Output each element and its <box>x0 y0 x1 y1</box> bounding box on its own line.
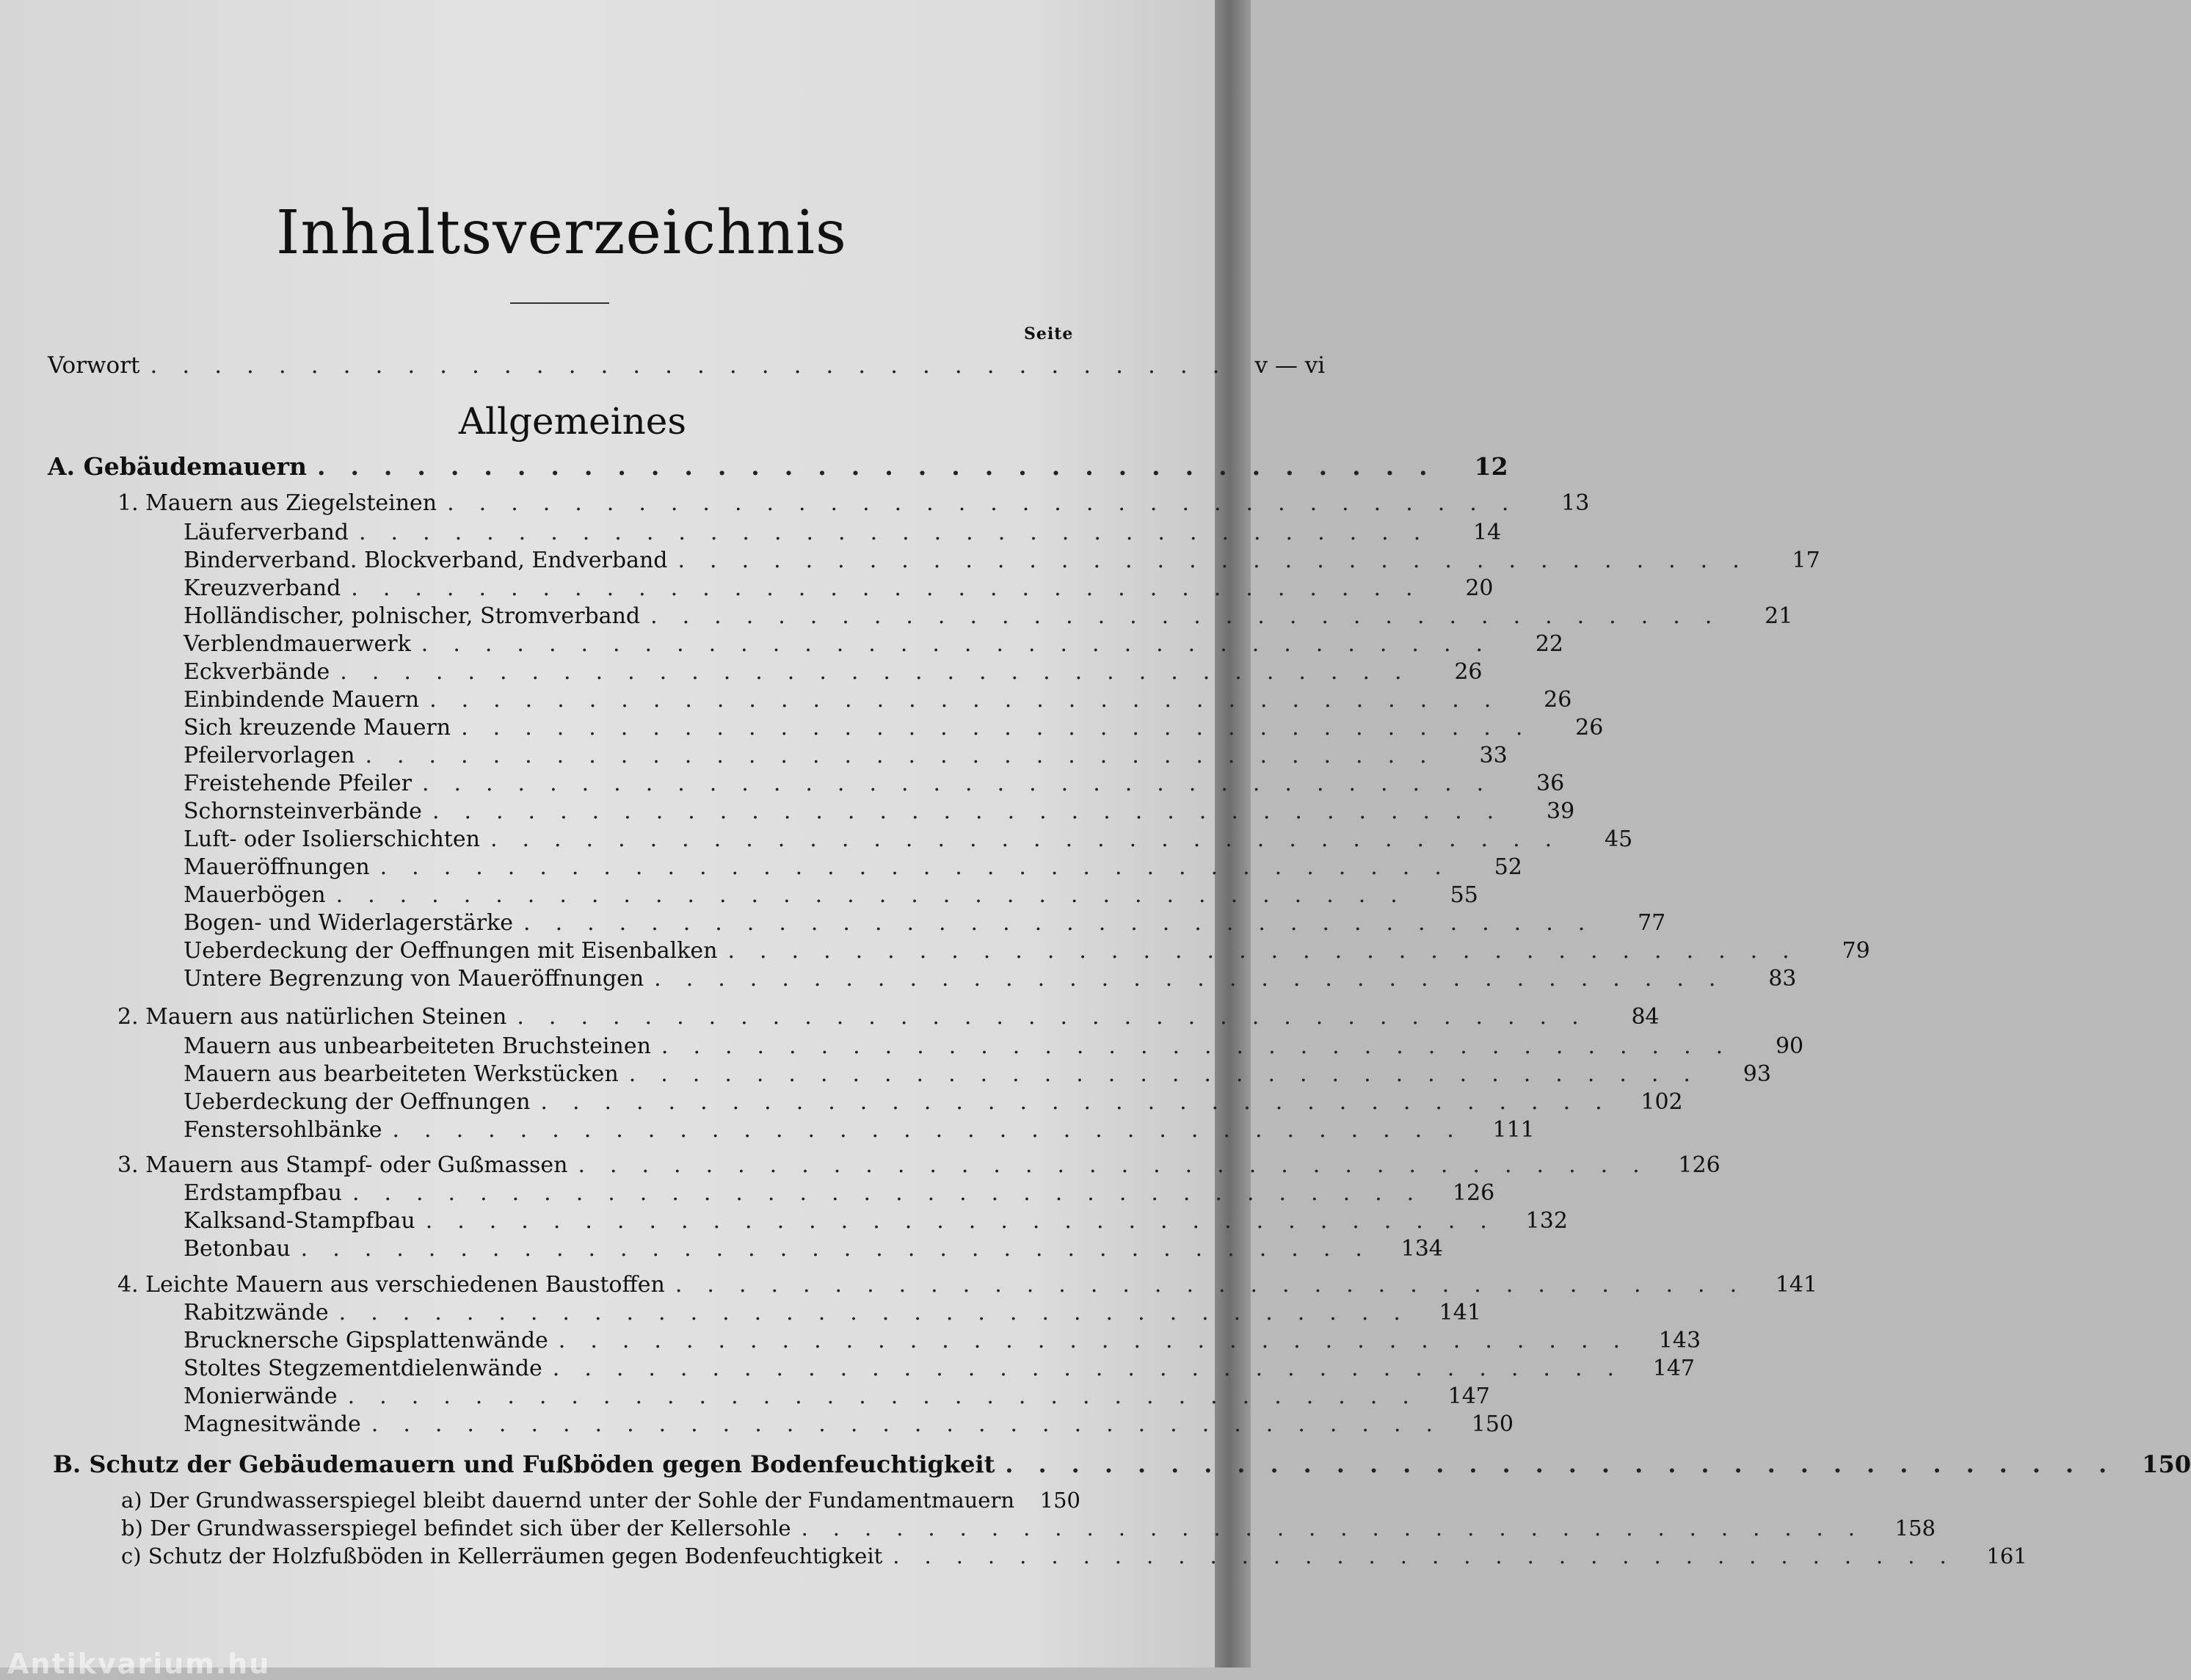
toc-entry <box>184 1178 1495 1207</box>
page-title: Inhaltsverzeichnis <box>275 198 848 268</box>
toc-entry <box>184 1326 1701 1355</box>
toc-entry-label: Kreuzverband <box>184 575 341 601</box>
leader-dots: .................................. <box>447 490 1534 516</box>
toc-entry-label: Kalksand-Stampfbau <box>184 1207 415 1234</box>
toc-entry <box>184 1031 1804 1061</box>
leader-dots: .................................. <box>540 1088 1627 1115</box>
toc-entry-label: 4. Leichte Mauern aus verschiedenen Baustoffen <box>117 1271 665 1298</box>
toc-entry-label: Läuferverband <box>184 519 349 545</box>
leader-dots: .................................. <box>432 798 1519 824</box>
toc-entry-label: Bogen- und Widerlagerstärke <box>184 909 514 936</box>
toc-entry-page: 36 <box>1536 770 1565 796</box>
leader-dots: .................................. <box>675 1271 1762 1298</box>
leader-dots: .................................. <box>347 1383 1434 1409</box>
leader-dots: .................................. <box>421 630 1508 657</box>
toc-entry <box>184 1115 1535 1144</box>
toc-entry-preface <box>48 351 1326 380</box>
leader-dots: .................................. <box>425 1207 1512 1234</box>
toc-chapter-b <box>53 1450 2191 1479</box>
leader-dots: .................................. <box>340 658 1427 685</box>
toc-entry-label: Monierwände <box>184 1383 338 1409</box>
toc-entry <box>121 1513 1936 1543</box>
toc-entry <box>121 1486 1081 1515</box>
leader-dots: .................................. <box>1005 1450 2132 1478</box>
toc-entry <box>184 573 1494 603</box>
toc-entry-page: 77 <box>1638 909 1666 936</box>
leader-dots: .................................. <box>338 1299 1425 1326</box>
toc-entry-page: 111 <box>1492 1116 1535 1143</box>
toc-chapter-a <box>48 451 1508 481</box>
toc-entry-label: Eckverbände <box>184 658 330 685</box>
toc-entry-page: 147 <box>1447 1383 1490 1409</box>
toc-entry-label: Schornsteinverbände <box>184 798 422 824</box>
leader-dots: .................................. <box>650 603 1737 629</box>
toc-entry <box>184 936 1870 965</box>
leader-dots: .................................. <box>359 519 1446 545</box>
toc-entry-page: 26 <box>1454 658 1483 685</box>
toc-group-3 <box>117 1150 1721 1179</box>
toc-entry <box>184 1381 1490 1411</box>
toc-entry <box>184 657 1483 686</box>
toc-entry <box>184 1206 1568 1235</box>
toc-entry-page: 84 <box>1631 1003 1660 1030</box>
toc-entry <box>184 713 1604 742</box>
watermark: Antikvarium.hu <box>7 1648 271 1680</box>
toc-entry-page: 150 <box>1471 1411 1514 1437</box>
toc-entry-label: A. Gebäudemauern <box>48 451 307 481</box>
leader-dots: .................................. <box>628 1061 1715 1087</box>
leader-dots: .................................. <box>801 1516 1880 1541</box>
leader-dots: .................................. <box>727 937 1814 964</box>
leader-dots: .................................. <box>517 1003 1604 1030</box>
toc-entry <box>184 964 1797 993</box>
toc-entry-label: Freistehende Pfeiler <box>184 770 412 796</box>
toc-entry <box>184 908 1666 937</box>
toc-entry <box>184 768 1565 798</box>
title-divider <box>510 302 609 304</box>
toc-entry-page: 79 <box>1842 937 1870 964</box>
toc-entry <box>184 1409 1514 1439</box>
section-heading: Allgemeines <box>458 400 687 443</box>
leader-dots: .................................. <box>490 826 1577 852</box>
toc-entry-label: Vorwort <box>48 352 140 379</box>
toc-entry-page: 55 <box>1450 881 1478 908</box>
toc-entry-page: 150 <box>1039 1488 1081 1513</box>
toc-entry-page: 14 <box>1473 519 1502 545</box>
toc-entry-page: 45 <box>1604 826 1633 852</box>
leader-dots: .................................. <box>316 451 1453 481</box>
toc-entry-label: Holländischer, polnischer, Stromverband <box>184 603 641 629</box>
toc-entry-page: 141 <box>1775 1271 1818 1298</box>
leader-dots: .................................. <box>893 1543 1972 1568</box>
toc-entry-page: 150 <box>2142 1450 2191 1478</box>
toc-entry-page: 158 <box>1894 1516 1936 1541</box>
toc-entry-page: 141 <box>1439 1299 1481 1326</box>
toc-entry <box>184 629 1564 658</box>
toc-entry <box>184 852 1522 881</box>
toc-entry <box>184 1298 1481 1327</box>
leader-dots: .................................. <box>300 1235 1387 1262</box>
toc-entry-label: Ueberdeckung der Oeffnungen mit Eisenbalken <box>184 937 718 964</box>
toc-entry-label: b) Der Grundwasserspiegel befindet sich über der Kellersohle <box>121 1516 791 1541</box>
toc-entry-page: 134 <box>1400 1235 1443 1262</box>
leader-dots: .................................. <box>429 686 1516 713</box>
toc-entry-page: 13 <box>1561 490 1590 516</box>
toc-entry-label: Betonbau <box>184 1235 291 1262</box>
toc-entry-page: 52 <box>1494 854 1522 880</box>
toc-entry <box>184 796 1575 826</box>
toc-entry <box>184 1234 1443 1263</box>
toc-entry <box>184 741 1508 770</box>
toc-entry-label: Erdstampfbau <box>184 1179 342 1206</box>
toc-entry-label: Stoltes Stegzementdielenwände <box>184 1355 542 1381</box>
toc-entry-label: Einbindende Mauern <box>184 686 420 713</box>
toc-entry-label: B. Schutz der Gebäudemauern und Fußböden gegen Bodenfeuchtigkeit <box>53 1450 995 1478</box>
leader-dots: .................................. <box>578 1152 1665 1178</box>
toc-entry-label: Sich kreuzende Mauern <box>184 714 451 741</box>
toc-entry-page: 39 <box>1546 798 1575 824</box>
leader-dots: .................................. <box>654 965 1741 992</box>
toc-entry-page: 21 <box>1765 603 1793 629</box>
toc-entry-page: 126 <box>1678 1152 1721 1178</box>
toc-group-4 <box>117 1270 1818 1299</box>
leader-dots: .................................. <box>558 1327 1646 1353</box>
toc-entry-label: Magnesitwände <box>184 1411 361 1437</box>
leader-dots: .................................. <box>371 1411 1458 1437</box>
leader-dots: .................................. <box>523 909 1610 936</box>
toc-entry <box>184 685 1572 714</box>
toc-group-1 <box>117 488 1590 517</box>
toc-entry-label: Mauerbögen <box>184 881 326 908</box>
leader-dots: .................................. <box>351 575 1438 601</box>
leader-dots: .................................. <box>421 770 1509 796</box>
toc-entry-label: Maueröffnungen <box>184 854 370 880</box>
toc-entry-page: 33 <box>1479 742 1508 768</box>
toc-entry-label: a) Der Grundwasserspiegel bleibt dauernd unter der Sohle der Fundamentmauern <box>121 1488 1015 1513</box>
toc-entry <box>184 601 1793 630</box>
toc-entry-label: Rabitzwände <box>184 1299 329 1326</box>
toc-entry <box>184 545 1820 575</box>
toc-entry <box>184 1353 1696 1383</box>
toc-entry-page: 161 <box>1986 1543 2027 1568</box>
toc-entry-page: 83 <box>1768 965 1797 992</box>
toc-entry-label: Fenstersohlbänke <box>184 1116 382 1143</box>
toc-entry-label: 2. Mauern aus natürlichen Steinen <box>117 1003 507 1030</box>
toc-entry-label: 1. Mauern aus Ziegelsteinen <box>117 490 437 516</box>
toc-entry-page: 126 <box>1452 1179 1495 1206</box>
leader-dots: .................................. <box>150 352 1245 379</box>
leader-dots: .................................. <box>392 1116 1479 1143</box>
toc-entry-page: 132 <box>1525 1207 1568 1234</box>
leader-dots: .................................. <box>379 854 1467 880</box>
toc-entry <box>184 517 1502 547</box>
toc-entry-page: 90 <box>1775 1033 1804 1059</box>
page-column-label: Seite <box>1024 324 1074 343</box>
leader-dots: .................................. <box>661 1033 1748 1059</box>
toc-entry-label: c) Schutz der Holzfußböden in Kellerräumen gegen Bodenfeuchtigkeit <box>121 1543 883 1568</box>
toc-entry-label: Binderverband. Blockverband, Endverband <box>184 547 668 573</box>
toc-entry-page: 147 <box>1652 1355 1696 1381</box>
toc-entry-page: 93 <box>1743 1061 1771 1087</box>
toc-entry <box>184 1059 1771 1088</box>
toc-entry <box>184 1087 1683 1116</box>
toc-entry-label: Untere Begrenzung von Maueröffnungen <box>184 965 644 992</box>
leader-dots: .................................. <box>461 714 1548 741</box>
toc-entry-page: 143 <box>1658 1327 1701 1353</box>
toc-entry-page: 26 <box>1544 686 1572 713</box>
leader-dots: .................................. <box>352 1179 1439 1206</box>
leader-dots: .................................. <box>365 742 1452 768</box>
toc-entry-label: Mauern aus bearbeiteten Werkstücken <box>184 1061 619 1087</box>
toc-entry <box>184 824 1633 854</box>
toc-entry-label: Pfeilervorlagen <box>184 742 355 768</box>
toc-entry-page: 17 <box>1792 547 1820 573</box>
toc-entry-label: Luft- oder Isolierschichten <box>184 826 480 852</box>
toc-group-2 <box>117 1002 1660 1031</box>
toc-entry-label: Mauern aus unbearbeiteten Bruchsteinen <box>184 1033 651 1059</box>
toc-entry-page: v — vi <box>1254 352 1326 379</box>
toc-entry-label: 3. Mauern aus Stampf- oder Gußmassen <box>117 1152 568 1178</box>
toc-entry-label: Verblendmauerwerk <box>184 630 411 657</box>
toc-entry-page: 12 <box>1474 451 1508 481</box>
toc-entry <box>121 1541 2027 1571</box>
toc-entry-page: 26 <box>1575 714 1604 741</box>
toc-entry-page: 102 <box>1640 1088 1683 1115</box>
toc-entry-label: Ueberdeckung der Oeffnungen <box>184 1088 531 1115</box>
leader-dots: .................................. <box>335 881 1422 908</box>
toc-entry-page: 22 <box>1535 630 1564 657</box>
toc-entry-page: 20 <box>1465 575 1494 601</box>
leader-dots: .................................. <box>552 1355 1640 1381</box>
toc-entry-label: Brucknersche Gipsplattenwände <box>184 1327 548 1353</box>
toc-entry <box>184 880 1478 909</box>
leader-dots: .................................. <box>677 547 1765 573</box>
